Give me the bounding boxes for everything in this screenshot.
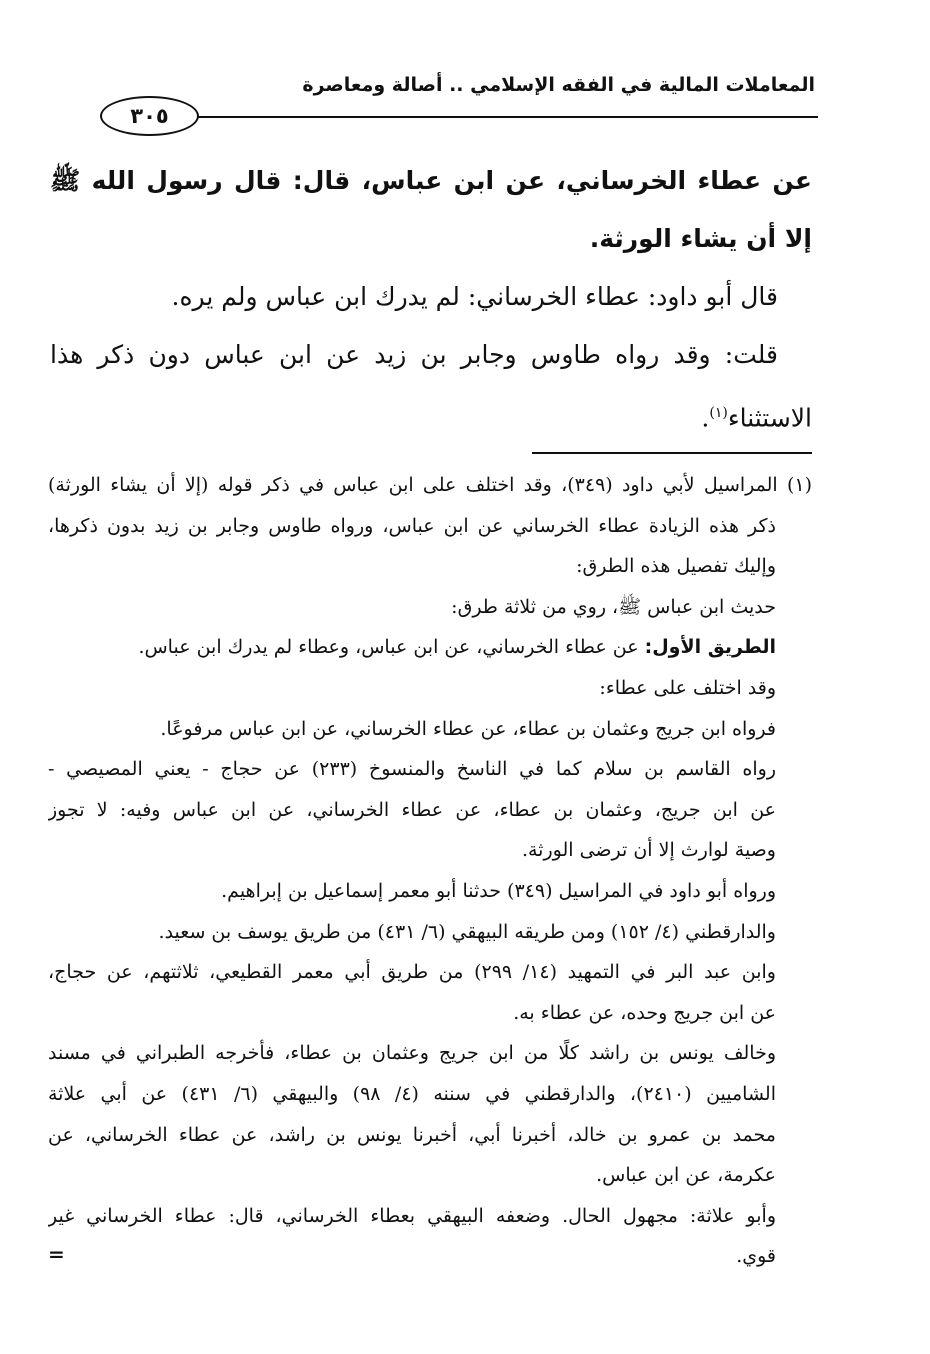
main-line <box>50 384 812 442</box>
footnote-ref: (١) <box>709 405 728 421</box>
main-line: عن عطاء الخرساني، عن ابن عباس، قال: قال رسول الله ﷺ <box>50 166 812 195</box>
page-number-oval <box>100 96 199 136</box>
footnote-line-text: عن عطاء الخرساني، عن ابن عباس، وعطاء لم يدرك ابن عباس. <box>138 636 645 659</box>
footnote-line: (١) المراسيل لأبي داود (٣٤٩)، وقد اختلف على ابن عباس في ذكر قوله (إلا أن يشاء الورثة) <box>48 474 812 496</box>
footnote-line: حديث ابن عباس ﷺ، روي من ثلاثة طرق: <box>451 595 776 618</box>
footnote-line: فرواه ابن جريج وعثمان بن عطاء، عن عطاء الخرساني، عن ابن عباس مرفوعًا. <box>160 717 776 740</box>
continuation-mark: = <box>48 1242 65 1266</box>
footnote-line: وابن عبد البر في التمهيد (١٤/ ٢٩٩) من طريق أبي معمر القطيعي، ثلاثتهم، عن حجاج، <box>48 961 776 984</box>
footnote-line: عن ابن جريج وحده، عن عطاء به. <box>513 1001 776 1024</box>
main-line-end: . <box>701 403 710 433</box>
footnote-line: وإليك تفصيل هذه الطرق: <box>576 555 776 578</box>
footnote-line: وقد اختلف على عطاء: <box>599 676 776 699</box>
footnote-line: وصية لوارث إلا أن ترضى الورثة. <box>521 839 776 862</box>
footnote-line: وأبو علاثة: مجهول الحال. وضعفه البيهقي بعطاء الخرساني، قال: عطاء الخرساني غير <box>48 1204 776 1227</box>
footnote-line: عكرمة، عن ابن عباس. <box>596 1164 776 1187</box>
running-title: المعاملات المالية في الفقه الإسلامي .. أصالة ومعاصرة <box>302 74 815 96</box>
main-line-text: الاستثناء <box>727 403 812 433</box>
footnote-line: محمد بن عمرو بن خالد، أخبرنا أبي، أخبرنا يونس بن راشد، عن عطاء الخرساني، عن <box>48 1123 776 1146</box>
footnote-line: قوي. <box>736 1245 776 1268</box>
footnote <box>48 465 812 1277</box>
page-number: ٣٠٥ <box>130 104 169 128</box>
footnote-line: وخالف يونس بن راشد كلًا من ابن جريج وعثمان بن عطاء، فأخرجه الطبراني في مسند <box>48 1042 776 1065</box>
footnote-line: الشاميين (٢٤١٠)، والدارقطني في سننه (٤/ ٩٨) والبيهقي (٦/ ٤٣١) عن أبي علاثة <box>48 1082 776 1105</box>
footnote-line: ورواه أبو داود في المراسيل (٣٤٩) حدثنا أبو معمر إسماعيل بن إبراهيم. <box>221 879 776 902</box>
footnote-line: عن ابن جريج، وعثمان بن عطاء، عن عطاء الخرساني، عن ابن عباس وفيه: لا تجوز <box>48 798 776 821</box>
header-rule <box>110 116 818 118</box>
footnote-line: رواه القاسم بن سلام كما في الناسخ والمنسوخ (٢٣٣) عن حجاج - يعني المصيصي - <box>48 758 777 781</box>
footnote-line: ذكر هذه الزيادة عطاء الخرساني عن ابن عباس، ورواه طاوس وجابر بن زيد بدون ذكرها، <box>48 514 776 537</box>
footnote-line <box>48 627 812 668</box>
footnote-subheading: الطريق الأول: <box>644 636 776 659</box>
main-line: قال أبو داود: عطاء الخرساني: لم يدرك ابن عباس ولم يره. <box>171 282 778 311</box>
main-line: قلت: وقد رواه طاوس وجابر بن زيد عن ابن عباس دون ذكر هذا <box>50 340 778 369</box>
footnote-separator <box>532 452 812 454</box>
main-line: إلا أن يشاء الورثة. <box>589 224 812 253</box>
main-text <box>50 152 812 442</box>
footnote-line: والدارقطني (٤/ ١٥٢) ومن طريقه البيهقي (٦/ ٤٣١) من طريق يوسف بن سعيد. <box>158 920 776 943</box>
